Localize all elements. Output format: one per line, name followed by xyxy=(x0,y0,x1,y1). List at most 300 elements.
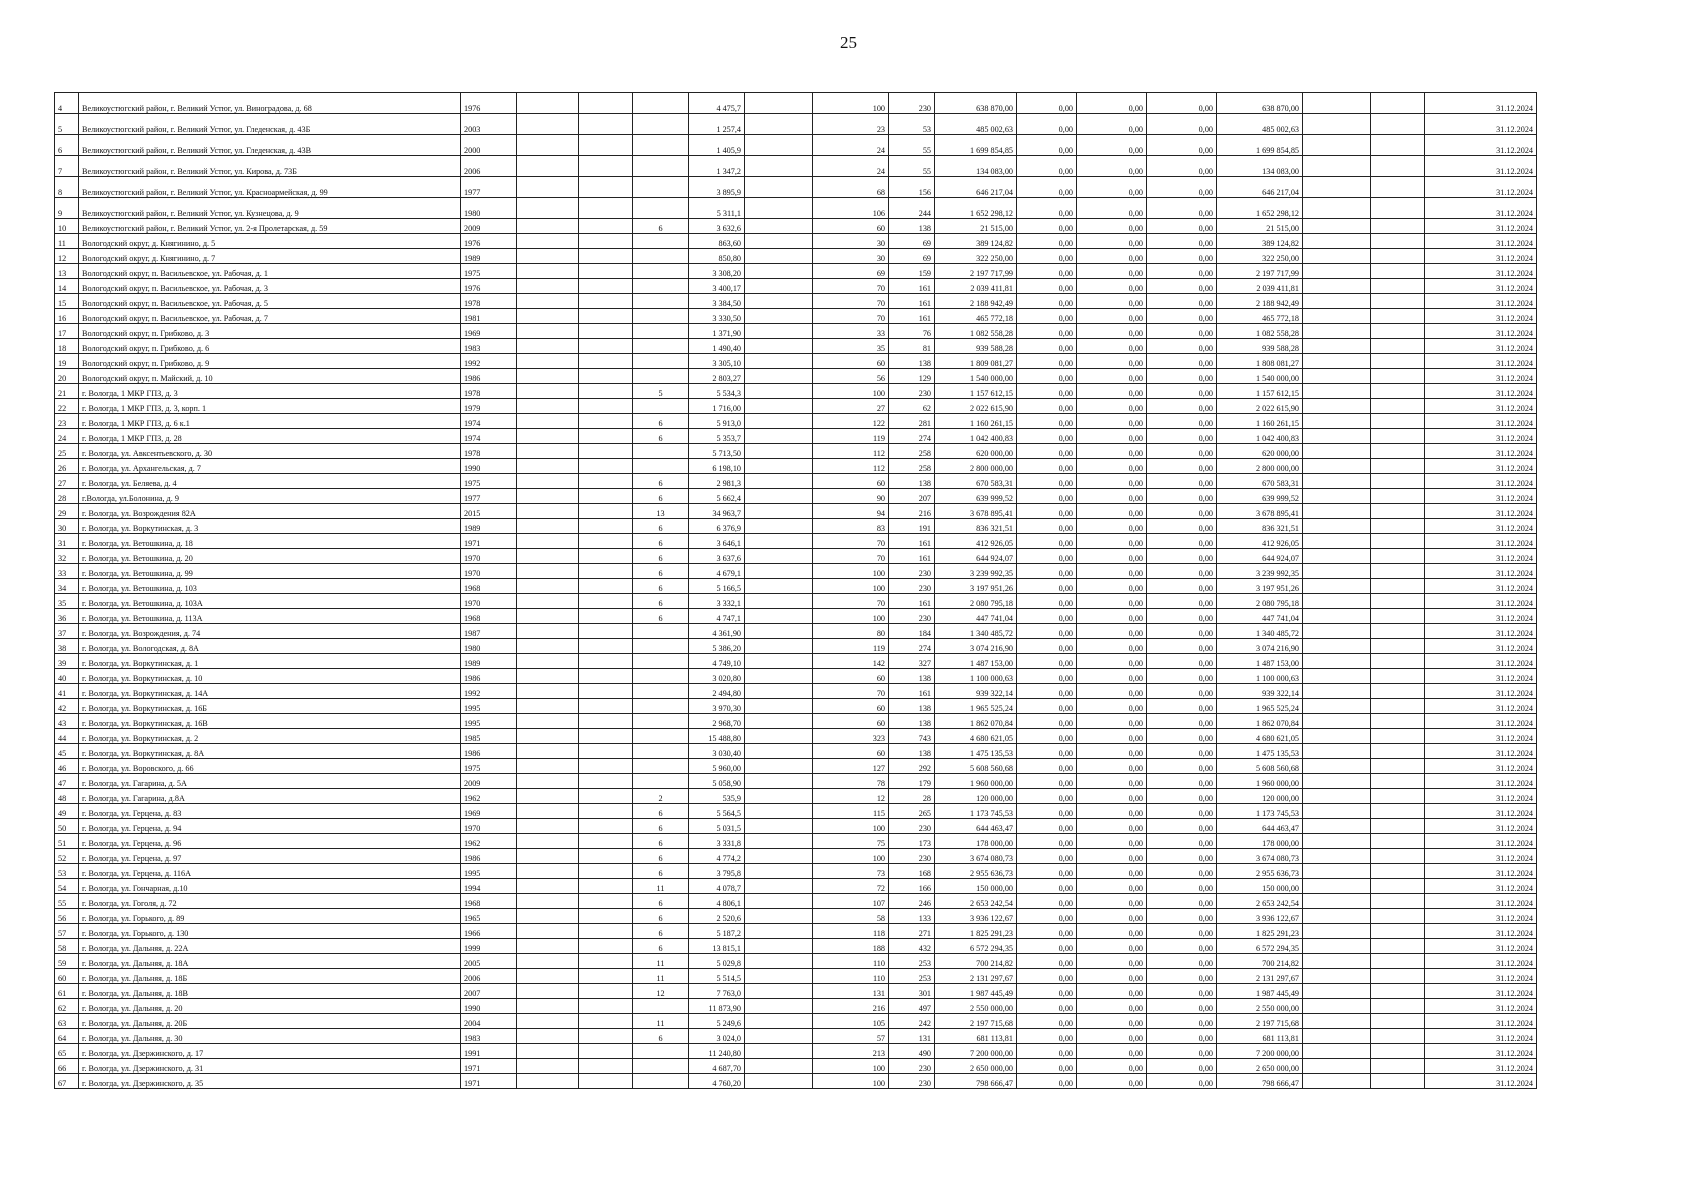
fund-1-cell: 0,00 xyxy=(1017,279,1077,294)
count-b-cell: 230 xyxy=(889,564,935,579)
deadline-date-cell: 31.12.2024 xyxy=(1425,198,1537,219)
col8-cell xyxy=(745,156,813,177)
year-cell: 1966 xyxy=(461,924,517,939)
col16-cell xyxy=(1303,729,1371,744)
col8-cell xyxy=(745,819,813,834)
table-row xyxy=(55,804,1537,819)
deadline-date-cell: 31.12.2024 xyxy=(1425,759,1537,774)
fund-3-cell: 0,00 xyxy=(1147,444,1217,459)
total-cost-cell: 3 197 951,26 xyxy=(935,579,1017,594)
col4-cell xyxy=(517,834,579,849)
col16-cell xyxy=(1303,564,1371,579)
total-cost-cell: 1 160 261,15 xyxy=(935,414,1017,429)
col8-cell xyxy=(745,444,813,459)
col16-cell xyxy=(1303,789,1371,804)
col5-cell xyxy=(579,93,633,114)
floors-cell xyxy=(633,339,689,354)
fund-1-cell: 0,00 xyxy=(1017,177,1077,198)
count-b-cell: 161 xyxy=(889,294,935,309)
sum-cost-cell: 2 650 000,00 xyxy=(1217,1059,1303,1074)
deadline-date-cell: 31.12.2024 xyxy=(1425,549,1537,564)
count-a-cell: 100 xyxy=(813,579,889,594)
floors-cell: 6 xyxy=(633,549,689,564)
year-cell: 2015 xyxy=(461,504,517,519)
floors-cell xyxy=(633,249,689,264)
col17-cell xyxy=(1371,369,1425,384)
count-a-cell: 100 xyxy=(813,384,889,399)
col5-cell xyxy=(579,1044,633,1059)
deadline-date-cell: 31.12.2024 xyxy=(1425,234,1537,249)
fund-1-cell: 0,00 xyxy=(1017,804,1077,819)
table-row xyxy=(55,249,1537,264)
sum-cost-cell: 3 074 216,90 xyxy=(1217,639,1303,654)
fund-1-cell: 0,00 xyxy=(1017,489,1077,504)
col16-cell xyxy=(1303,954,1371,969)
table-row xyxy=(55,759,1537,774)
total-cost-cell: 644 924,07 xyxy=(935,549,1017,564)
count-a-cell: 70 xyxy=(813,534,889,549)
deadline-date-cell: 31.12.2024 xyxy=(1425,999,1537,1014)
count-a-cell: 107 xyxy=(813,894,889,909)
col4-cell xyxy=(517,684,579,699)
address-cell: г. Вологда, ул. Горького, д. 130 xyxy=(79,924,461,939)
deadline-date-cell: 31.12.2024 xyxy=(1425,384,1537,399)
area-cell: 11 240,80 xyxy=(689,1044,745,1059)
fund-2-cell: 0,00 xyxy=(1077,894,1147,909)
area-cell: 5 353,7 xyxy=(689,429,745,444)
count-a-cell: 127 xyxy=(813,759,889,774)
table-row xyxy=(55,729,1537,744)
count-b-cell: 244 xyxy=(889,198,935,219)
area-cell: 5 913,0 xyxy=(689,414,745,429)
total-cost-cell: 3 239 992,35 xyxy=(935,564,1017,579)
col5-cell xyxy=(579,459,633,474)
col8-cell xyxy=(745,489,813,504)
fund-1-cell: 0,00 xyxy=(1017,864,1077,879)
count-b-cell: 138 xyxy=(889,699,935,714)
floors-cell: 6 xyxy=(633,924,689,939)
area-cell: 11 873,90 xyxy=(689,999,745,1014)
fund-2-cell: 0,00 xyxy=(1077,504,1147,519)
col8-cell xyxy=(745,939,813,954)
row-number-cell: 40 xyxy=(55,669,79,684)
area-cell: 5 031,5 xyxy=(689,819,745,834)
count-a-cell: 12 xyxy=(813,789,889,804)
floors-cell: 6 xyxy=(633,834,689,849)
col5-cell xyxy=(579,579,633,594)
total-cost-cell: 644 463,47 xyxy=(935,819,1017,834)
sum-cost-cell: 1 173 745,53 xyxy=(1217,804,1303,819)
deadline-date-cell: 31.12.2024 xyxy=(1425,114,1537,135)
row-number-cell: 30 xyxy=(55,519,79,534)
col8-cell xyxy=(745,279,813,294)
col16-cell xyxy=(1303,939,1371,954)
year-cell: 2006 xyxy=(461,969,517,984)
year-cell: 2000 xyxy=(461,135,517,156)
col16-cell xyxy=(1303,93,1371,114)
col8-cell xyxy=(745,135,813,156)
address-cell: г. Вологда, ул. Дальняя, д. 20Б xyxy=(79,1014,461,1029)
year-cell: 1995 xyxy=(461,864,517,879)
col5-cell xyxy=(579,429,633,444)
fund-1-cell: 0,00 xyxy=(1017,339,1077,354)
fund-3-cell: 0,00 xyxy=(1147,984,1217,999)
count-b-cell: 69 xyxy=(889,249,935,264)
count-b-cell: 265 xyxy=(889,804,935,819)
col5-cell xyxy=(579,804,633,819)
floors-cell: 11 xyxy=(633,954,689,969)
count-a-cell: 27 xyxy=(813,399,889,414)
fund-2-cell: 0,00 xyxy=(1077,729,1147,744)
address-cell: Великоустюгский район, г. Великий Устюг, ул. Гледенская, д. 43Б xyxy=(79,114,461,135)
fund-3-cell: 0,00 xyxy=(1147,114,1217,135)
sum-cost-cell: 447 741,04 xyxy=(1217,609,1303,624)
row-number-cell: 53 xyxy=(55,864,79,879)
deadline-date-cell: 31.12.2024 xyxy=(1425,429,1537,444)
floors-cell xyxy=(633,459,689,474)
table-row xyxy=(55,879,1537,894)
count-b-cell: 432 xyxy=(889,939,935,954)
fund-1-cell: 0,00 xyxy=(1017,684,1077,699)
address-cell: г. Вологда, ул. Гагарина, д. 5А xyxy=(79,774,461,789)
year-cell: 1995 xyxy=(461,714,517,729)
address-cell: г. Вологда, ул. Воркутинская, д. 16В xyxy=(79,714,461,729)
row-number-cell: 45 xyxy=(55,744,79,759)
fund-2-cell: 0,00 xyxy=(1077,699,1147,714)
deadline-date-cell: 31.12.2024 xyxy=(1425,504,1537,519)
fund-2-cell: 0,00 xyxy=(1077,804,1147,819)
register-table-wrap xyxy=(54,92,1537,1089)
count-a-cell: 23 xyxy=(813,114,889,135)
total-cost-cell: 389 124,82 xyxy=(935,234,1017,249)
fund-2-cell: 0,00 xyxy=(1077,909,1147,924)
address-cell: г. Вологда, ул. Ветошкина, д. 18 xyxy=(79,534,461,549)
fund-3-cell: 0,00 xyxy=(1147,324,1217,339)
col4-cell xyxy=(517,114,579,135)
col4-cell xyxy=(517,294,579,309)
col17-cell xyxy=(1371,594,1425,609)
col16-cell xyxy=(1303,234,1371,249)
col17-cell xyxy=(1371,879,1425,894)
col8-cell xyxy=(745,699,813,714)
col5-cell xyxy=(579,519,633,534)
table-row xyxy=(55,609,1537,624)
fund-3-cell: 0,00 xyxy=(1147,834,1217,849)
table-row xyxy=(55,714,1537,729)
fund-1-cell: 0,00 xyxy=(1017,474,1077,489)
address-cell: Вологодский округ, п. Грибково, д. 3 xyxy=(79,324,461,339)
col16-cell xyxy=(1303,894,1371,909)
col16-cell xyxy=(1303,579,1371,594)
deadline-date-cell: 31.12.2024 xyxy=(1425,93,1537,114)
floors-cell: 12 xyxy=(633,984,689,999)
fund-1-cell: 0,00 xyxy=(1017,609,1077,624)
count-b-cell: 490 xyxy=(889,1044,935,1059)
col8-cell xyxy=(745,294,813,309)
count-a-cell: 70 xyxy=(813,549,889,564)
fund-3-cell: 0,00 xyxy=(1147,354,1217,369)
deadline-date-cell: 31.12.2024 xyxy=(1425,474,1537,489)
count-a-cell: 100 xyxy=(813,564,889,579)
area-cell: 5 311,1 xyxy=(689,198,745,219)
col8-cell xyxy=(745,849,813,864)
col17-cell xyxy=(1371,384,1425,399)
col5-cell xyxy=(579,864,633,879)
total-cost-cell: 3 074 216,90 xyxy=(935,639,1017,654)
col17-cell xyxy=(1371,177,1425,198)
col17-cell xyxy=(1371,894,1425,909)
col17-cell xyxy=(1371,564,1425,579)
floors-cell xyxy=(633,309,689,324)
sum-cost-cell: 134 083,00 xyxy=(1217,156,1303,177)
floors-cell xyxy=(633,1044,689,1059)
col8-cell xyxy=(745,354,813,369)
table-row xyxy=(55,999,1537,1014)
row-number-cell: 42 xyxy=(55,699,79,714)
total-cost-cell: 1 100 000,63 xyxy=(935,669,1017,684)
fund-2-cell: 0,00 xyxy=(1077,354,1147,369)
fund-1-cell: 0,00 xyxy=(1017,399,1077,414)
fund-3-cell: 0,00 xyxy=(1147,93,1217,114)
col16-cell xyxy=(1303,624,1371,639)
total-cost-cell: 1 540 000,00 xyxy=(935,369,1017,384)
table-row xyxy=(55,639,1537,654)
col4-cell xyxy=(517,654,579,669)
row-number-cell: 12 xyxy=(55,249,79,264)
sum-cost-cell: 2 955 636,73 xyxy=(1217,864,1303,879)
count-a-cell: 119 xyxy=(813,429,889,444)
col17-cell xyxy=(1371,339,1425,354)
fund-2-cell: 0,00 xyxy=(1077,249,1147,264)
col4-cell xyxy=(517,669,579,684)
table-row xyxy=(55,594,1537,609)
count-b-cell: 28 xyxy=(889,789,935,804)
col17-cell xyxy=(1371,504,1425,519)
fund-3-cell: 0,00 xyxy=(1147,177,1217,198)
count-a-cell: 110 xyxy=(813,954,889,969)
fund-2-cell: 0,00 xyxy=(1077,759,1147,774)
deadline-date-cell: 31.12.2024 xyxy=(1425,789,1537,804)
count-a-cell: 60 xyxy=(813,474,889,489)
col5-cell xyxy=(579,774,633,789)
col16-cell xyxy=(1303,156,1371,177)
col17-cell xyxy=(1371,93,1425,114)
col8-cell xyxy=(745,324,813,339)
sum-cost-cell: 2 022 615,90 xyxy=(1217,399,1303,414)
count-b-cell: 161 xyxy=(889,549,935,564)
col16-cell xyxy=(1303,384,1371,399)
col16-cell xyxy=(1303,444,1371,459)
row-number-cell: 60 xyxy=(55,969,79,984)
floors-cell xyxy=(633,324,689,339)
address-cell: г. Вологда, ул. Дальняя, д. 30 xyxy=(79,1029,461,1044)
count-a-cell: 100 xyxy=(813,609,889,624)
col5-cell xyxy=(579,384,633,399)
sum-cost-cell: 485 002,63 xyxy=(1217,114,1303,135)
fund-2-cell: 0,00 xyxy=(1077,339,1147,354)
table-row xyxy=(55,549,1537,564)
count-a-cell: 60 xyxy=(813,699,889,714)
count-a-cell: 100 xyxy=(813,93,889,114)
deadline-date-cell: 31.12.2024 xyxy=(1425,774,1537,789)
year-cell: 1968 xyxy=(461,579,517,594)
col4-cell xyxy=(517,954,579,969)
table-row xyxy=(55,534,1537,549)
year-cell: 1985 xyxy=(461,729,517,744)
deadline-date-cell: 31.12.2024 xyxy=(1425,1059,1537,1074)
col16-cell xyxy=(1303,309,1371,324)
col8-cell xyxy=(745,924,813,939)
sum-cost-cell: 465 772,18 xyxy=(1217,309,1303,324)
deadline-date-cell: 31.12.2024 xyxy=(1425,294,1537,309)
total-cost-cell: 1 825 291,23 xyxy=(935,924,1017,939)
total-cost-cell: 7 200 000,00 xyxy=(935,1044,1017,1059)
total-cost-cell: 1 173 745,53 xyxy=(935,804,1017,819)
col5-cell xyxy=(579,744,633,759)
col8-cell xyxy=(745,774,813,789)
col16-cell xyxy=(1303,999,1371,1014)
fund-3-cell: 0,00 xyxy=(1147,1059,1217,1074)
col4-cell xyxy=(517,1059,579,1074)
area-cell: 5 713,50 xyxy=(689,444,745,459)
col5-cell xyxy=(579,369,633,384)
floors-cell: 11 xyxy=(633,969,689,984)
sum-cost-cell: 2 039 411,81 xyxy=(1217,279,1303,294)
col8-cell xyxy=(745,894,813,909)
total-cost-cell: 620 000,00 xyxy=(935,444,1017,459)
row-number-cell: 49 xyxy=(55,804,79,819)
total-cost-cell: 1 960 000,00 xyxy=(935,774,1017,789)
year-cell: 2003 xyxy=(461,114,517,135)
fund-1-cell: 0,00 xyxy=(1017,654,1077,669)
col4-cell xyxy=(517,924,579,939)
fund-3-cell: 0,00 xyxy=(1147,249,1217,264)
fund-3-cell: 0,00 xyxy=(1147,264,1217,279)
col5-cell xyxy=(579,249,633,264)
total-cost-cell: 3 936 122,67 xyxy=(935,909,1017,924)
col4-cell xyxy=(517,474,579,489)
fund-3-cell: 0,00 xyxy=(1147,774,1217,789)
floors-cell: 6 xyxy=(633,819,689,834)
year-cell: 1994 xyxy=(461,879,517,894)
col5-cell xyxy=(579,624,633,639)
count-a-cell: 35 xyxy=(813,339,889,354)
floors-cell xyxy=(633,177,689,198)
row-number-cell: 22 xyxy=(55,399,79,414)
fund-2-cell: 0,00 xyxy=(1077,399,1147,414)
deadline-date-cell: 31.12.2024 xyxy=(1425,984,1537,999)
total-cost-cell: 2 188 942,49 xyxy=(935,294,1017,309)
floors-cell xyxy=(633,198,689,219)
area-cell: 4 078,7 xyxy=(689,879,745,894)
total-cost-cell: 150 000,00 xyxy=(935,879,1017,894)
count-b-cell: 161 xyxy=(889,279,935,294)
year-cell: 2004 xyxy=(461,1014,517,1029)
col16-cell xyxy=(1303,369,1371,384)
count-b-cell: 184 xyxy=(889,624,935,639)
count-b-cell: 156 xyxy=(889,177,935,198)
address-cell: г. Вологда, ул. Воровского, д. 66 xyxy=(79,759,461,774)
floors-cell: 6 xyxy=(633,534,689,549)
count-b-cell: 138 xyxy=(889,669,935,684)
row-number-cell: 44 xyxy=(55,729,79,744)
deadline-date-cell: 31.12.2024 xyxy=(1425,249,1537,264)
year-cell: 1978 xyxy=(461,294,517,309)
area-cell: 4 806,1 xyxy=(689,894,745,909)
area-cell: 2 520,6 xyxy=(689,909,745,924)
fund-2-cell: 0,00 xyxy=(1077,609,1147,624)
col4-cell xyxy=(517,279,579,294)
fund-2-cell: 0,00 xyxy=(1077,279,1147,294)
area-cell: 2 981,3 xyxy=(689,474,745,489)
col8-cell xyxy=(745,804,813,819)
col4-cell xyxy=(517,624,579,639)
floors-cell xyxy=(633,294,689,309)
year-cell: 1992 xyxy=(461,354,517,369)
fund-1-cell: 0,00 xyxy=(1017,369,1077,384)
col5-cell xyxy=(579,714,633,729)
fund-2-cell: 0,00 xyxy=(1077,309,1147,324)
table-row xyxy=(55,219,1537,234)
area-cell: 1 405,9 xyxy=(689,135,745,156)
total-cost-cell: 6 572 294,35 xyxy=(935,939,1017,954)
col16-cell xyxy=(1303,744,1371,759)
col8-cell xyxy=(745,414,813,429)
count-b-cell: 129 xyxy=(889,369,935,384)
year-cell: 1971 xyxy=(461,1074,517,1089)
total-cost-cell: 2 197 717,99 xyxy=(935,264,1017,279)
floors-cell: 6 xyxy=(633,804,689,819)
address-cell: г. Вологда, ул. Ветошкина, д. 103А xyxy=(79,594,461,609)
fund-2-cell: 0,00 xyxy=(1077,774,1147,789)
total-cost-cell: 2 080 795,18 xyxy=(935,594,1017,609)
total-cost-cell: 412 926,05 xyxy=(935,534,1017,549)
floors-cell xyxy=(633,444,689,459)
fund-1-cell: 0,00 xyxy=(1017,999,1077,1014)
address-cell: г. Вологда, ул. Воркутинская, д. 8А xyxy=(79,744,461,759)
col8-cell xyxy=(745,504,813,519)
count-a-cell: 68 xyxy=(813,177,889,198)
floors-cell xyxy=(633,156,689,177)
col4-cell xyxy=(517,489,579,504)
area-cell: 2 494,80 xyxy=(689,684,745,699)
area-cell: 1 347,2 xyxy=(689,156,745,177)
col16-cell xyxy=(1303,909,1371,924)
col5-cell xyxy=(579,924,633,939)
col8-cell xyxy=(745,744,813,759)
count-b-cell: 230 xyxy=(889,579,935,594)
table-row xyxy=(55,384,1537,399)
table-row xyxy=(55,624,1537,639)
row-number-cell: 52 xyxy=(55,849,79,864)
col4-cell xyxy=(517,639,579,654)
total-cost-cell: 1 082 558,28 xyxy=(935,324,1017,339)
year-cell: 1965 xyxy=(461,909,517,924)
sum-cost-cell: 670 583,31 xyxy=(1217,474,1303,489)
col4-cell xyxy=(517,1014,579,1029)
col16-cell xyxy=(1303,429,1371,444)
fund-2-cell: 0,00 xyxy=(1077,93,1147,114)
fund-1-cell: 0,00 xyxy=(1017,759,1077,774)
col16-cell xyxy=(1303,804,1371,819)
total-cost-cell: 1 965 525,24 xyxy=(935,699,1017,714)
col8-cell xyxy=(745,114,813,135)
count-a-cell: 100 xyxy=(813,1059,889,1074)
fund-1-cell: 0,00 xyxy=(1017,699,1077,714)
area-cell: 34 963,7 xyxy=(689,504,745,519)
area-cell: 1 490,40 xyxy=(689,339,745,354)
sum-cost-cell: 939 588,28 xyxy=(1217,339,1303,354)
